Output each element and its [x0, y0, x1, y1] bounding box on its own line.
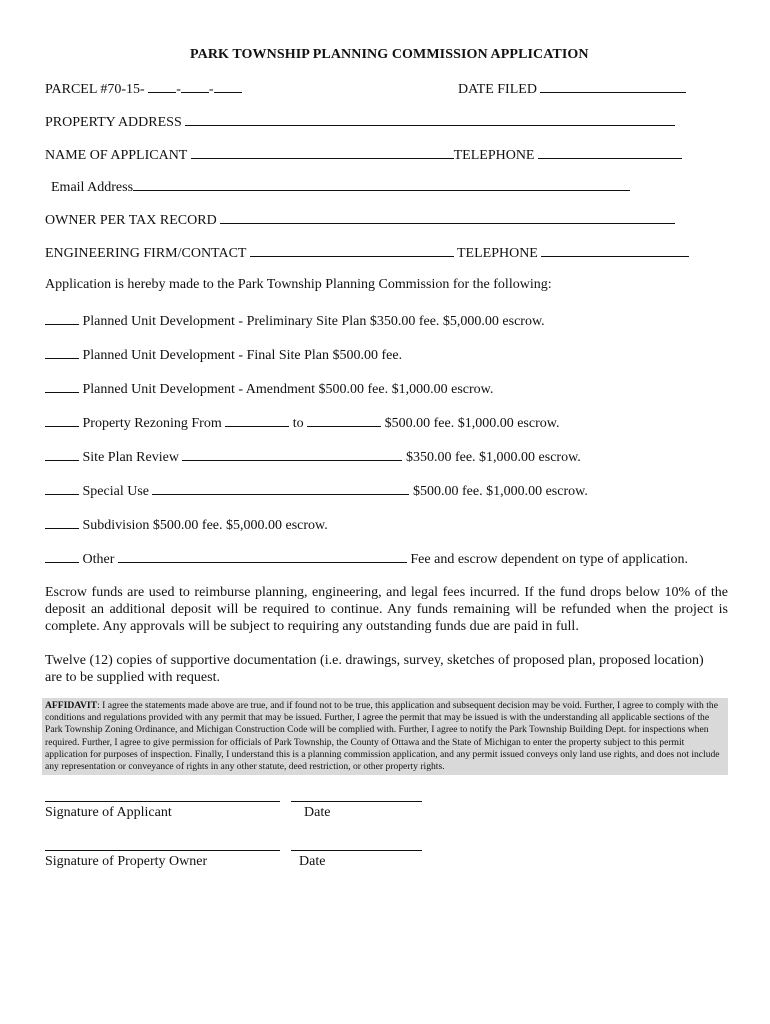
parcel-label: PARCEL #70-15-	[45, 82, 145, 97]
applicant-date-label: Date	[304, 805, 331, 820]
email-label: Email Address	[51, 180, 134, 195]
owner-label: OWNER PER TAX RECORD	[45, 213, 217, 228]
page-title: PARK TOWNSHIP PLANNING COMMISSION APPLICATION	[190, 47, 589, 62]
check-blank-other[interactable]	[45, 550, 79, 563]
option-subdivision	[45, 516, 328, 534]
other-label: Other	[82, 552, 115, 567]
check-blank-pud-preliminary[interactable]	[45, 312, 79, 325]
telephone-label: TELEPHONE	[453, 148, 535, 163]
other-fee: Fee and escrow dependent on type of application.	[410, 552, 688, 567]
check-blank-site-plan[interactable]	[45, 448, 79, 461]
option-label: Planned Unit Development - Amendment $500.00 fee. $1,000.00 escrow.	[82, 382, 494, 397]
site-plan-fee: $350.00 fee. $1,000.00 escrow.	[405, 450, 581, 465]
check-blank-subdivision[interactable]	[45, 516, 79, 529]
option-other	[45, 550, 688, 568]
site-plan-label: Site Plan Review	[82, 450, 179, 465]
check-blank-special-use[interactable]	[45, 482, 79, 495]
owner-signature-label: Signature of Property Owner	[45, 854, 208, 869]
applicant-signature-label: Signature of Applicant	[45, 805, 172, 820]
owner-date-label: Date	[299, 854, 326, 869]
parcel-separator-2: -	[208, 82, 214, 97]
rezoning-from-label: Property Rezoning From	[82, 416, 222, 431]
owner-signature-line[interactable]	[45, 850, 280, 851]
option-pud-preliminary	[45, 312, 545, 330]
applicant-row	[45, 146, 682, 164]
applicant-signature-line[interactable]	[45, 801, 280, 802]
date-filed-row	[458, 80, 686, 98]
telephone2-label: TELEPHONE	[456, 246, 538, 261]
affidavit-box	[42, 698, 728, 775]
check-blank-pud-amendment[interactable]	[45, 380, 79, 393]
parcel-field-3[interactable]	[214, 80, 242, 93]
engineering-field[interactable]	[250, 244, 454, 257]
date-filed-field[interactable]	[540, 80, 686, 93]
option-rezoning	[45, 414, 559, 432]
option-pud-amendment	[45, 380, 493, 398]
intro-text: Application is hereby made to the Park Township Planning Commission for the following:	[45, 277, 552, 292]
option-label: Subdivision $500.00 fee. $5,000.00 escrow.	[82, 518, 328, 533]
copies-paragraph: Twelve (12) copies of supportive documentation (i.e. drawings, survey, sketches of proposed plan, proposed location) are to be supplied with request.	[45, 653, 704, 685]
rezoning-to-field[interactable]	[307, 414, 381, 427]
check-blank-rezoning[interactable]	[45, 414, 79, 427]
check-blank-pud-final[interactable]	[45, 346, 79, 359]
telephone-field[interactable]	[538, 146, 682, 159]
property-address-field[interactable]	[185, 113, 675, 126]
option-pud-final	[45, 346, 402, 364]
applicant-name-field[interactable]	[191, 146, 454, 159]
other-field[interactable]	[118, 550, 407, 563]
option-site-plan	[45, 448, 581, 466]
property-address-label: PROPERTY ADDRESS	[45, 115, 182, 130]
special-use-fee: $500.00 fee. $1,000.00 escrow.	[412, 484, 588, 499]
affidavit-text: : I agree the statements made above are true, and if found not to be true, this application and subsequent decision may be void. Further, I agree to comply with the conditions and regulations provided with any permit that may be issued. Further, I agree the permit that may be issued is with the understanding all applicable sections of the Park Township Zoning Ordinance, and Michigan Construction Code will be complied with. Further, I agree to notify the Park Township Building Dept. for inspections when required. Further, I agree to give permission for officials of Park Township, the County of Ottawa and the State of Michigan to enter the property subject to this permit application for purposes of inspection. Finally, I understand this is a planning commission application, and any permit issued conveys only land use rights, and does not include any representation or conveyance of rights in any other statute, deed restriction, or other property rights.	[45, 700, 720, 773]
applicant-name-label: NAME OF APPLICANT	[45, 148, 188, 163]
email-field[interactable]	[133, 178, 630, 191]
parcel-field-1[interactable]	[148, 80, 176, 93]
telephone2-field[interactable]	[541, 244, 689, 257]
rezoning-from-field[interactable]	[225, 414, 289, 427]
special-use-field[interactable]	[152, 482, 409, 495]
parcel-field-2[interactable]	[181, 80, 209, 93]
parcel-separator-1: -	[176, 82, 181, 97]
owner-field[interactable]	[220, 211, 675, 224]
affidavit-label: AFFIDAVIT	[45, 700, 98, 711]
site-plan-field[interactable]	[182, 448, 402, 461]
engineering-row	[45, 244, 689, 262]
rezoning-fee: $500.00 fee. $1,000.00 escrow.	[384, 416, 560, 431]
date-filed-label: DATE FILED	[458, 82, 537, 97]
special-use-label: Special Use	[82, 484, 149, 499]
owner-date-line[interactable]	[291, 850, 422, 851]
option-special-use	[45, 482, 588, 500]
property-address-row	[45, 113, 675, 131]
engineering-label: ENGINEERING FIRM/CONTACT	[45, 246, 247, 261]
applicant-date-line[interactable]	[291, 801, 422, 802]
option-label: Planned Unit Development - Final Site Plan $500.00 fee.	[82, 348, 403, 363]
escrow-paragraph: Escrow funds are used to reimburse planning, engineering, and legal fees incurred. If the fund drops below 10% of the deposit an additional deposit will be required to continue. Any funds remaining will be refunded when the project is complete. Any approvals will be subject to requiring any outstanding funds due are paid in full.	[45, 585, 728, 634]
parcel-row	[45, 80, 242, 98]
owner-row	[45, 211, 675, 229]
option-label: Planned Unit Development - Preliminary Site Plan $350.00 fee. $5,000.00 escrow.	[82, 314, 545, 329]
rezoning-to-label: to	[292, 416, 304, 431]
email-row	[51, 178, 630, 196]
